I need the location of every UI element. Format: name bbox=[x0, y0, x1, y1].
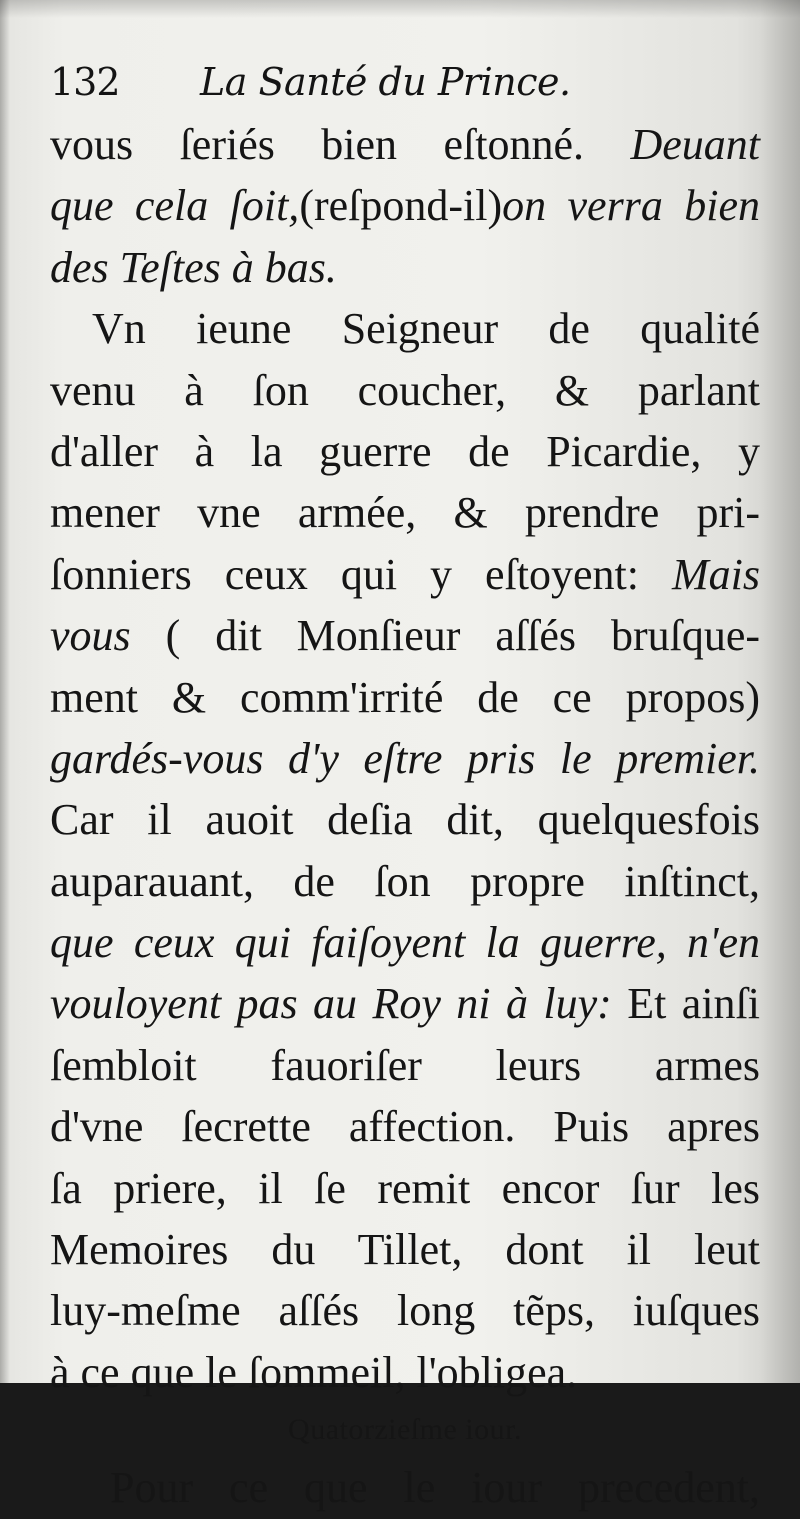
italic-text: que cela ſoit, bbox=[50, 181, 300, 231]
text-line bbox=[50, 912, 760, 973]
roman-text: ( dit Monſieur aſſés bruſque- bbox=[130, 611, 760, 661]
text-line-final: Pour ce que le iour precedent, bbox=[110, 1463, 760, 1513]
roman-text: d'aller à la guerre de Picardie, y bbox=[50, 426, 760, 476]
text-line bbox=[50, 605, 760, 666]
text-line bbox=[50, 544, 760, 605]
text-line bbox=[50, 1280, 760, 1341]
text-line bbox=[50, 1342, 760, 1403]
text-line bbox=[50, 482, 760, 543]
roman-text: Et ainſi bbox=[611, 979, 760, 1029]
roman-text: ment & comm'irrité de ce propos) bbox=[50, 672, 760, 722]
roman-text: vous ſeriés bien eſtonné. bbox=[50, 120, 631, 169]
roman-text: Car il auoit deſia dit, quelquesfois bbox=[50, 795, 760, 845]
text-line bbox=[50, 667, 760, 728]
text-line bbox=[50, 1158, 760, 1219]
roman-text: auparauant, de ſon propre inſtinct, bbox=[50, 856, 760, 906]
page-number: 132 bbox=[50, 60, 120, 104]
roman-text: Memoires du Tillet, dont il leut bbox=[50, 1225, 760, 1275]
roman-text: mener vne armée, & prendre pri- bbox=[50, 488, 760, 538]
italic-text: que ceux qui faiſoyent la guerre, n'en bbox=[50, 918, 760, 968]
text-line bbox=[50, 237, 760, 298]
roman-text: Vn ieune Seigneur de qualité bbox=[92, 304, 760, 354]
page-left-shadow bbox=[0, 0, 10, 1383]
roman-text: à ce que le ſommeil, l'obligea. bbox=[50, 1347, 578, 1397]
italic-text: Mais bbox=[672, 549, 760, 599]
roman-text: luy-meſme aſſés long tẽps, iuſques bbox=[50, 1286, 760, 1336]
page-header bbox=[50, 52, 770, 112]
roman-text: d'vne ſecrette affection. Puis apres bbox=[50, 1102, 760, 1152]
page-top-shadow bbox=[0, 0, 800, 18]
text-line bbox=[50, 1219, 760, 1280]
text-lines bbox=[50, 114, 770, 1403]
italic-text: on verra bien bbox=[502, 181, 760, 231]
text-line bbox=[50, 1035, 760, 1096]
text-line bbox=[50, 851, 760, 912]
text-line bbox=[50, 360, 760, 421]
text-line bbox=[50, 973, 760, 1034]
text-line bbox=[50, 789, 760, 850]
text-line bbox=[50, 421, 760, 482]
text-line bbox=[50, 1096, 760, 1157]
italic-text: des Teſtes à bas. bbox=[50, 242, 337, 292]
roman-text: ſa priere, il ſe remit encor ſur les bbox=[50, 1163, 760, 1213]
section-heading: Quatorzieſme iour. bbox=[288, 1413, 522, 1447]
italic-text: gardés-vous d'y eſtre pris le premier. bbox=[50, 733, 760, 783]
roman-text: (reſpond-il) bbox=[299, 181, 503, 231]
text-line bbox=[50, 298, 760, 359]
body-text bbox=[50, 114, 770, 1519]
roman-text: ſonniers ceux qui y eſtoyent: bbox=[50, 549, 672, 599]
italic-text: Deuant bbox=[630, 120, 760, 169]
text-line bbox=[50, 114, 760, 175]
italic-text: vous bbox=[50, 611, 131, 661]
roman-text: venu à ſon coucher, & parlant bbox=[50, 365, 760, 415]
italic-text: vouloyent pas au Roy ni à luy: bbox=[50, 979, 612, 1029]
running-title: La Santé du Prince. bbox=[200, 60, 571, 104]
roman-text: ſembloit fauoriſer leurs armes bbox=[50, 1040, 760, 1090]
text-line bbox=[50, 728, 760, 789]
text-line bbox=[50, 175, 760, 236]
